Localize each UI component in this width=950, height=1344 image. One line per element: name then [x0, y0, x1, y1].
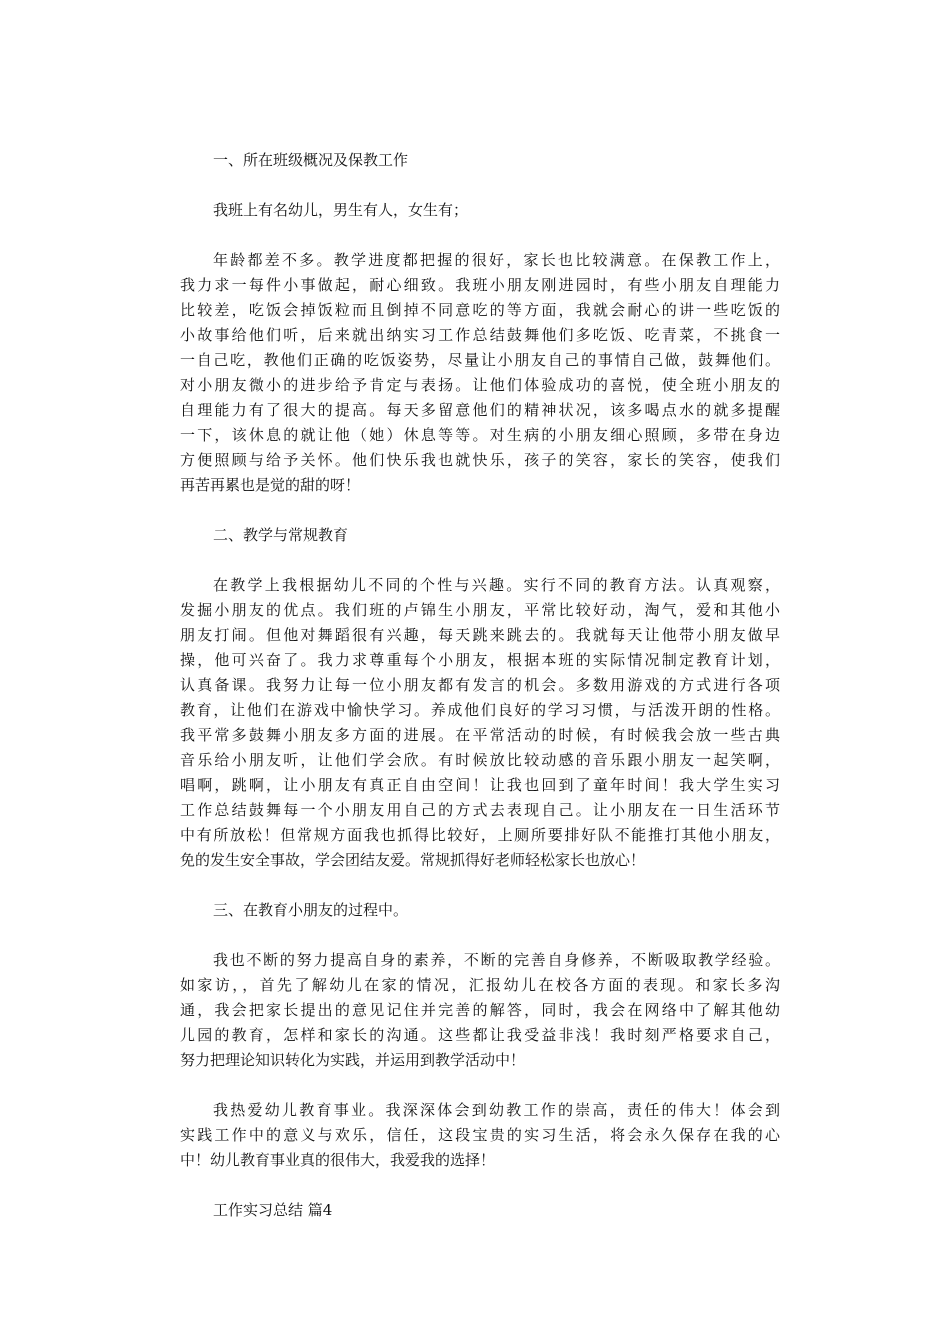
text-line: 唱啊，跳啊，让小朋友有真正自由空间！让我也回到了童年时间！我大学生实习 — [180, 776, 780, 794]
text-line: 我力求一每件小事做起，耐心细致。我班小朋友刚进园时，有些小朋友自理能力 — [180, 276, 780, 294]
paragraph-teaching — [180, 573, 780, 873]
text-line: 朋友打闹。但他对舞蹈很有兴趣，每天跳来跳去的。我就每天让他带小朋友做早 — [180, 626, 780, 644]
text-line: 年龄都差不多。教学进度都把握的很好，家长也比较满意。在保教工作上， — [213, 251, 780, 269]
text-line: 对小朋友微小的进步给予肯定与表扬。让他们体验成功的喜悦，使全班小朋友的 — [180, 376, 780, 394]
text-line: 儿园的教育，怎样和家长的沟通。这些都让我受益非浅！我时刻严格要求自己， — [180, 1026, 780, 1044]
text-line: 实践工作中的意义与欢乐，信任，这段宝贵的实习生活，将会永久保存在我的心 — [180, 1126, 780, 1144]
next-section-heading: 工作实习总结 篇4 — [213, 1201, 333, 1219]
text-line: 比较差，吃饭会掉饭粒而且倒掉不同意吃的等方面，我就会耐心的讲一些吃饭的 — [180, 301, 780, 319]
paragraph-care-work — [180, 248, 780, 498]
text-line: 我热爱幼儿教育事业。我深深体会到幼教工作的崇高，责任的伟大！体会到 — [213, 1101, 780, 1119]
text-line: 一自己吃，教他们正确的吃饭姿势，尽量让小朋友自己的事情自己做，鼓舞他们。 — [180, 351, 780, 369]
section-heading-3: 三、在教育小朋友的过程中。 — [213, 901, 409, 919]
text-line: 小故事给他们听，后来就出纳实习工作总结鼓舞他们多吃饭、吃青菜，不挑食一 — [180, 326, 780, 344]
text-line: 在教学上我根据幼儿不同的个性与兴趣。实行不同的教育方法。认真观察， — [213, 576, 780, 594]
text-line: 再苦再累也是觉的甜的呀！ — [180, 476, 361, 494]
text-line: 如家访，，首先了解幼儿在家的情况，汇报幼儿在校各方面的表现。和家长多沟 — [180, 976, 780, 994]
text-line: 发掘小朋友的优点。我们班的卢锦生小朋友，平常比较好动，淘气，爱和其他小 — [180, 601, 780, 619]
text-line: 我也不断的努力提高自身的素养，不断的完善自身修养，不断吸取教学经验。 — [213, 951, 780, 969]
section-heading-2: 二、教学与常规教育 — [213, 526, 349, 544]
text-line: 方便照顾与给予关怀。他们快乐我也就快乐，孩子的笑容，家长的笑容，使我们 — [180, 451, 780, 469]
paragraph-self-improvement — [180, 948, 780, 1073]
paragraph-class-overview — [180, 198, 780, 223]
text-line: 免的发生安全事故，学会团结友爱。常规抓得好老师轻松家长也放心！ — [180, 851, 646, 869]
text-line: 我班上有名幼儿，男生有人，女生有； — [213, 201, 469, 219]
text-line: 通，我会把家长提出的意见记住并完善的解答，同时，我会在网络中了解其他幼 — [180, 1001, 780, 1019]
text-line: 一下，该休息的就让他（她）休息等等。对生病的小朋友细心照顾，多带在身边 — [180, 426, 780, 444]
text-line: 中有所放松！但常规方面我也抓得比较好，上厕所要排好队不能推打其他小朋友， — [180, 826, 780, 844]
text-line: 中！幼儿教育事业真的很伟大，我爱我的选择！ — [180, 1151, 496, 1169]
text-line: 认真备课。我努力让每一位小朋友都有发言的机会。多数用游戏的方式进行各项 — [180, 676, 780, 694]
text-line: 操，他可兴奋了。我力求尊重每个小朋友，根据本班的实际情况制定教育计划， — [180, 651, 780, 669]
text-line: 自理能力有了很大的提高。每天多留意他们的精神状况，该多喝点水的就多提醒 — [180, 401, 780, 419]
text-line: 工作总结鼓舞每一个小朋友用自己的方式去表现自己。让小朋友在一日生活环节 — [180, 801, 780, 819]
text-line: 教育，让他们在游戏中愉快学习。养成他们良好的学习习惯，与活泼开朗的性格。 — [180, 701, 780, 719]
text-line: 我平常多鼓舞小朋友多方面的进展。在平常活动的时候，有时候我会放一些古典 — [180, 726, 780, 744]
text-line: 努力把理论知识转化为实践，并运用到教学活动中！ — [180, 1051, 526, 1069]
section-heading-1: 一、所在班级概况及保教工作 — [213, 151, 409, 169]
paragraph-conclusion — [180, 1098, 780, 1173]
text-line: 音乐给小朋友听，让他们学会欣。有时候放比较动感的音乐跟小朋友一起笑啊， — [180, 751, 780, 769]
document-body — [180, 148, 780, 1223]
